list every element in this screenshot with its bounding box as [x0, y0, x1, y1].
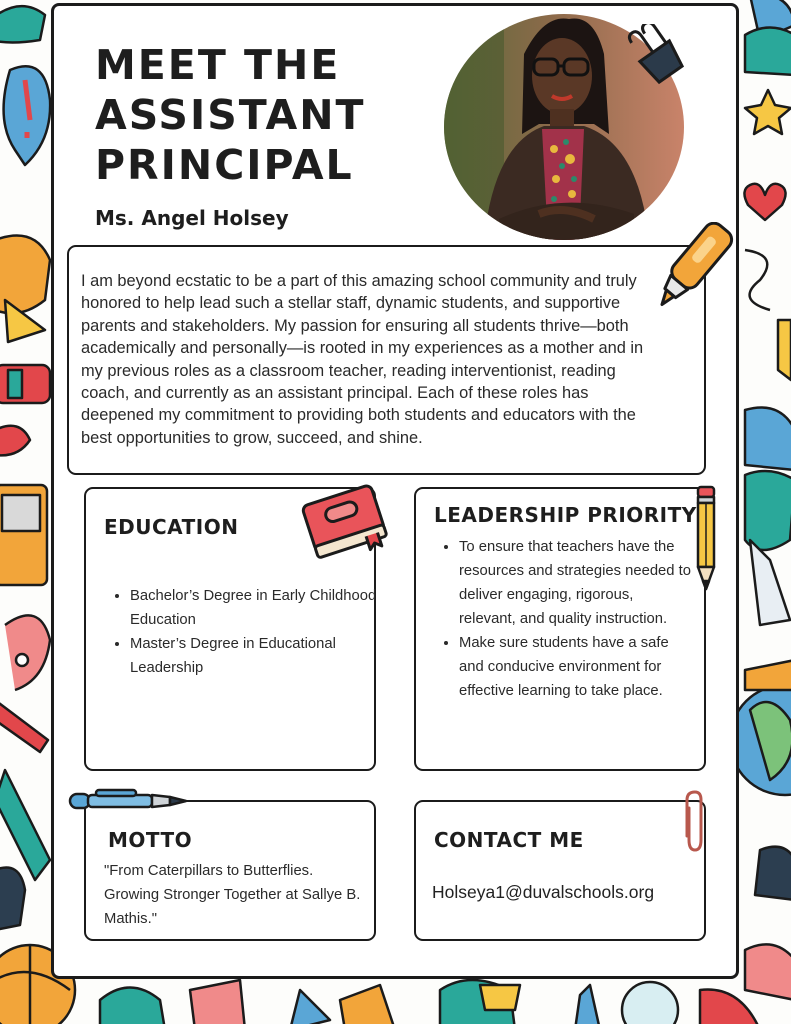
education-heading: EDUCATION — [104, 515, 239, 539]
motto-heading: MOTTO — [108, 828, 193, 852]
book-icon — [300, 480, 390, 560]
education-list — [112, 584, 380, 680]
list-item: • Bachelor’s Degree in Early Childhood Education — [130, 584, 380, 632]
contact-heading: CONTACT ME — [434, 828, 584, 852]
highlighter-icon — [642, 222, 738, 314]
leadership-list — [441, 535, 691, 703]
binder-clip-icon — [622, 24, 688, 90]
pen-icon — [66, 788, 190, 816]
page-title: MEET THE ASSISTANT PRINCIPAL — [95, 41, 366, 189]
list-item: • Master’s Degree in Educational Leadership — [130, 632, 380, 680]
leadership-heading: LEADERSHIP PRIORITY — [434, 503, 697, 527]
contact-box — [414, 800, 706, 941]
principal-name: Ms. Angel Holsey — [95, 206, 289, 230]
list-item: • To ensure that teachers have the resources and strategies needed to deliver engaging, rigorous, relevant, and quality instruction. — [459, 535, 691, 631]
pencil-icon — [693, 485, 719, 595]
paperclip-icon — [680, 788, 710, 856]
motto-text: "From Caterpillars to Butterflies. Growing Stronger Together at Sallye B. Mathis." — [104, 863, 361, 927]
list-item: • Make sure students have a safe and conducive environment for effective learning to take place. — [459, 631, 691, 703]
bio-text: I am beyond ecstatic to be a part of this amazing school community and truly honored to help lead such a stellar staff, dynamic students, and supportive parents and stakeholders. My passion for ensuring all students thrive—both academically and personally—is rooted in my experiences as a mother and in my previous roles as a classroom teacher, reading interventionist, reading coach, and currently as an assistant principal. Each of these roles has deepened my commitment to providing both students and educators with the best opportunities to grow, succeed, and shine. — [81, 272, 644, 447]
contact-email[interactable]: Holseya1@duvalschools.org — [432, 882, 655, 902]
